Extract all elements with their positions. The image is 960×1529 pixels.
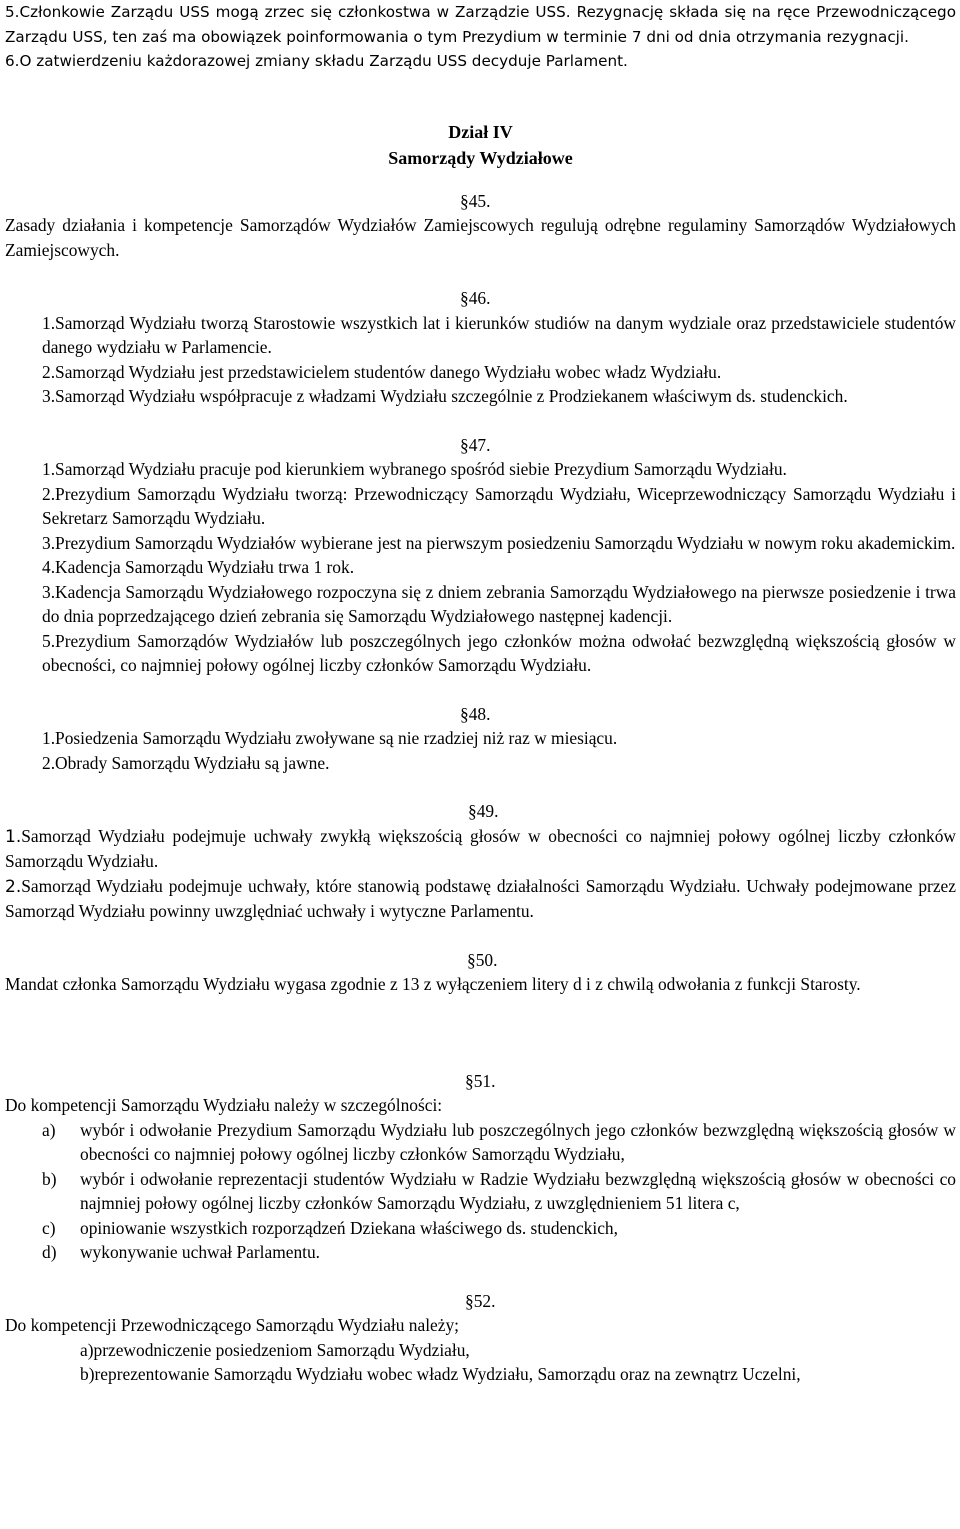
paragraph-49-item-2: 2.Samorząd Wydziału podejmuje uchwały, które stanowią podstawę działalności Samorządu Wydziału. Uchwały podejmowane przez Samorząd Wydziału powinny uwzględniać uchwały i wytyczne Parlamentu. — [5, 875, 956, 921]
paragraph-number-45: §45. — [460, 190, 491, 211]
paragraph-number-48: §48. — [460, 703, 491, 724]
paragraph-5: 5.Członkowie Zarządu USS mogą zrzec się członkostwa w Zarządzie USS. Rezygnację składa się na ręce Przewodniczącego Zarządu USS, ten zaś ma obowiązek poinformowania o tym Prezydium w terminie 7 dni od dnia otrzymania rezygnacji. — [5, 3, 956, 46]
list-item: 2.Samorząd Wydziału jest przedstawicielem studentów danego Wydziału wobec władz Wydziału. — [42, 361, 722, 382]
list-item-label: b) — [42, 1168, 57, 1189]
paragraph-6: 6.O zatwierdzeniu każdorazowej zmiany składu Zarządu USS decyduje Parlament. — [5, 52, 628, 70]
paragraph-51-intro: Do kompetencji Samorządu Wydziału należy w szczególności: — [5, 1095, 443, 1115]
paragraph-number-49: §49. — [468, 801, 499, 821]
list-item-label: c) — [42, 1217, 56, 1238]
paragraph-52-list — [5, 1338, 956, 1387]
paragraph-number-51: §51. — [465, 1070, 496, 1091]
list-item: b)reprezentowanie Samorządu Wydziału wobec władz Wydziału, Samorządu oraz na zewnątrz Uczelni, — [80, 1364, 801, 1384]
list-item — [5, 1167, 956, 1216]
list-item-text: wykonywanie uchwał Parlamentu. — [80, 1242, 321, 1262]
paragraph-48-items — [5, 726, 956, 775]
list-item: 1.Samorząd Wydziału pracuje pod kierunkiem wybranego spośród siebie Prezydium Samorządu Wydziału. — [42, 459, 787, 479]
paragraph-number-52: §52. — [465, 1290, 496, 1311]
section-subtitle: Samorządy Wydziałowe — [388, 147, 573, 168]
list-item — [5, 1240, 956, 1265]
paragraph-45-text: Zasady działania i kompetencje Samorządów Wydziałów Zamiejscowych regulują odrębne regulaminy Samorządów Wydziałowych Zamiejscowych. — [5, 215, 956, 260]
list-item-label: d) — [42, 1242, 57, 1262]
list-item: 5.Prezydium Samorządów Wydziałów lub poszczególnych jego członków można odwołać bezwzględną większością głosów w obecności, co najmniej połowy ogólnej liczby członków Samorządu Wydziału. — [42, 630, 956, 675]
paragraph-46-items — [5, 311, 956, 409]
section-title: Dział IV — [448, 121, 513, 142]
list-item: 3.Samorząd Wydziału współpracuje z władzami Wydziału szczególnie z Prodziekanem właściwym ds. studenckich. — [42, 386, 848, 406]
list-item-text: wybór i odwołanie Prezydium Samorządu Wydziału lub poszczególnych jego członków bezwzględną większością głosów w obecności co najmniej połowy ogólnej liczby członków Samorządu Wydziału, — [80, 1119, 956, 1164]
list-item: a)przewodniczenie posiedzeniom Samorządu Wydziału, — [80, 1339, 470, 1360]
list-item-text: opiniowanie wszystkich rozporządzeń Dziekana właściwego ds. studenckich, — [80, 1217, 618, 1238]
paragraph-49-item-1: 1.Samorząd Wydziału podejmuje uchwały zwykłą większością głosów w obecności co najmniej połowy ogólnej liczby członków Samorządu Wydziału. — [5, 825, 956, 871]
document-page — [5, 0, 956, 1387]
list-item: 1.Samorząd Wydziału tworzą Starostowie wszystkich lat i kierunków studiów na danym wydziale oraz przedstawiciele studentów danego wydziału w Parlamencie. — [42, 312, 956, 357]
list-item: 2.Obrady Samorządu Wydziału są jawne. — [42, 752, 330, 773]
list-item: 3.Prezydium Samorządu Wydziałów wybierane jest na pierwszym posiedzeniu Samorządu Wydziału w nowym roku akademickim. — [42, 532, 956, 553]
paragraph-52-intro: Do kompetencji Przewodniczącego Samorządu Wydziału należy; — [5, 1315, 459, 1335]
paragraph-51-list — [5, 1118, 956, 1265]
list-item: 4.Kadencja Samorządu Wydziału trwa 1 rok. — [42, 557, 355, 577]
paragraph-number-46: §46. — [460, 288, 491, 308]
paragraph-number-50: §50. — [467, 949, 498, 970]
list-item — [5, 1216, 956, 1241]
list-item: 2.Prezydium Samorządu Wydziału tworzą: Przewodniczący Samorządu Wydziału, Wiceprzewodniczący Samorządu Wydziału i Sekretarz Samorządu Wydziału. — [42, 483, 956, 528]
list-item: 3.Kadencja Samorządu Wydziałowego rozpoczyna się z dniem zebrania Samorządu Wydziałowego na pierwsze posiedzenie i trwa do dnia poprzedzającego dzień zebrania się Samorządu Wydziałowego następnej kadencji. — [42, 581, 956, 626]
list-item-label: a) — [42, 1119, 56, 1140]
list-item: 1.Posiedzenia Samorządu Wydziału zwoływane są nie rzadziej niż raz w miesiącu. — [42, 728, 618, 748]
list-item — [5, 1118, 956, 1167]
paragraph-number-47: §47. — [460, 434, 491, 455]
paragraph-50-text: Mandat członka Samorządu Wydziału wygasa zgodnie z 13 z wyłączeniem litery d i z chwilą odwołania z funkcji Starosty. — [5, 974, 861, 994]
list-item-text: wybór i odwołanie reprezentacji studentów Wydziału w Radzie Wydziału bezwzględną większością głosów w obecności co najmniej połowy ogólnej liczby członków Samorządu Wydziału, z uwzględnieniem 51 litera c, — [80, 1168, 956, 1213]
paragraph-47-items — [5, 457, 956, 678]
